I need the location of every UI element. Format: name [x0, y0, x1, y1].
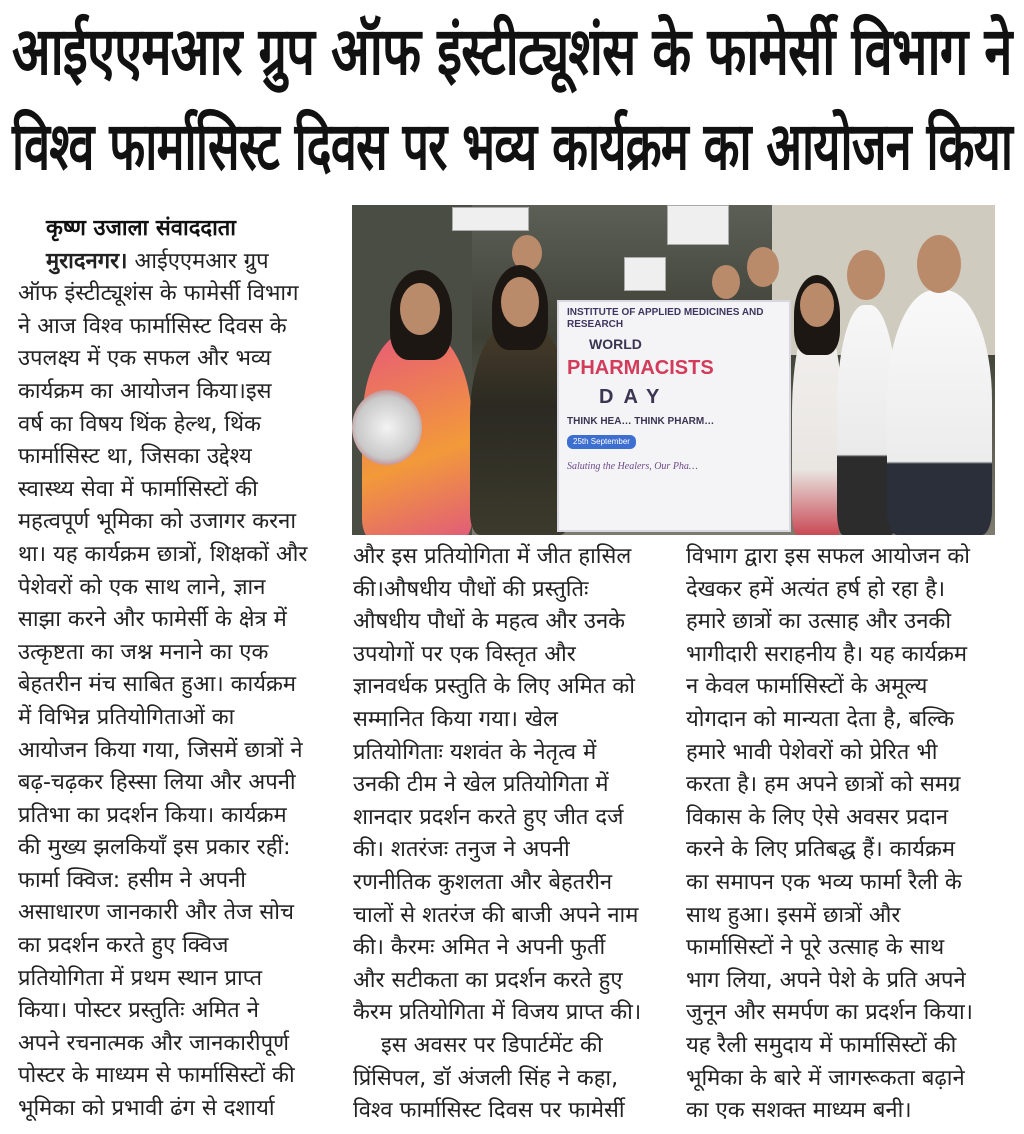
article-text-line: हमारे भावी पेशेवरों को प्रेरित भी	[686, 739, 938, 765]
article-text-line: करता है। हम अपने छात्रों को समग्र	[686, 772, 961, 798]
article-text-line: विकास के लिए ऐसे अवसर प्रदान	[686, 804, 949, 830]
banner-day: DAY	[599, 386, 670, 408]
dateline: मुरादनगर।	[46, 248, 128, 274]
banner-pharmacists: PHARMACISTS	[567, 357, 714, 379]
byline: कृष्ण उजाला संवाददाता	[46, 216, 236, 241]
article-text-line: महत्वपूर्ण भूमिका को उजागर करना	[18, 509, 297, 535]
article-text-line: आयोजन किया गया, जिसमें छात्रों ने	[18, 737, 303, 763]
article-text-line: उत्कृष्टता का जश्न मनाने का एक	[18, 639, 269, 665]
article-text-line: और सटीकता का प्रदर्शन करते हुए	[353, 967, 623, 993]
article-text-line: भूमिका को प्रभावी ढंग से दशार्या	[18, 1096, 275, 1122]
article-text-line: रणनीतिक कुशलता और बेहतरीन	[353, 869, 613, 895]
article-text-line: ने आज विश्व फार्मासिस्ट दिवस के	[18, 313, 287, 339]
headline-line-2: विश्व फार्मासिस्ट दिवस पर भव्य कार्यक्रम का आयोजन किया	[12, 108, 1013, 185]
article-text-line: इस अवसर पर डिपार्टमेंट की	[381, 1032, 603, 1058]
article-text-line: विभाग द्वारा इस सफल आयोजन को	[686, 544, 970, 569]
article-text-line: करने के लिए प्रतिबद्ध हैं। कार्यक्रम	[686, 837, 956, 863]
article-text-line: जुनून और समर्पण का प्रदर्शन किया।	[686, 1000, 973, 1026]
article-text-line: विश्व फार्मासिस्ट दिवस पर फामेर्सी	[353, 1098, 625, 1124]
person-head	[917, 235, 961, 293]
person-head	[400, 283, 440, 335]
article-text-line: का एक सशक्त माध्यम बनी।	[686, 1098, 912, 1124]
banner-slogan: Saluting the Healers, Our Pha…	[567, 461, 698, 472]
article-text-line: उपयोगों पर एक विस्तृत और	[353, 641, 576, 667]
person-head	[800, 283, 834, 327]
article-text-line: फार्मा क्विज: हसीम ने अपनी	[18, 867, 246, 893]
article-text-line: किया। पोस्टर प्रस्तुतिः अमित ने	[18, 998, 259, 1024]
article-text-line: योगदान को मान्यता देता है, बल्कि	[686, 706, 955, 732]
article-text-line: ऑफ इंस्टीट्यूशंस के फामेर्सी विभाग	[18, 281, 299, 307]
article-text-line: का समापन एक भव्य फार्मा रैली के	[686, 869, 962, 895]
article-text-line: फार्मासिस्ट था, जिसका उद्देश्य	[18, 444, 252, 470]
article-text-line: यह रैली समुदाय में फार्मासिस्टों की	[686, 1032, 957, 1058]
person-head	[501, 277, 539, 327]
article-text-line: वर्ष का विषय थिंक हेल्थ, थिंक	[18, 411, 261, 437]
article-text-line: कैरम प्रतियोगिता में विजय प्राप्त की।	[353, 1000, 642, 1026]
banner-theme: THINK HEA… THINK PHARM…	[567, 416, 715, 427]
article-text-line: प्रतिभा का प्रदर्शन किया। कार्यक्रम	[18, 802, 287, 828]
banner-date: 25th September	[567, 435, 636, 449]
article-text-line: पेशेवरों को एक साथ लाने, ज्ञान	[18, 574, 266, 600]
article-text-line: उनकी टीम ने खेल प्रतियोगिता में	[353, 772, 609, 798]
article-text-line: साझा करने और फामेर्सी के क्षेत्र में	[18, 607, 287, 633]
event-photo	[352, 205, 995, 535]
article-text-line: औषधीय पौधों के महत्व और उनके	[353, 609, 626, 635]
article-text-line: की। कैरमः अमित ने अपनी फुर्ती	[353, 935, 606, 961]
article-text-line: में विभिन्न प्रतियोगिताओं का	[18, 704, 235, 730]
person	[887, 290, 992, 535]
article-text-line: स्वास्थ्य सेवा में फार्मासिस्टों की	[18, 476, 258, 502]
flower-bouquet	[352, 390, 422, 465]
article-text-line: की।औषधीय पौधों की प्रस्तुतिः	[353, 576, 589, 602]
article-text-line: का प्रदर्शन करते हुए क्विज	[18, 933, 229, 959]
article-text-line: प्रतियोगिता में प्रथम स्थान प्राप्त	[18, 965, 263, 991]
person-head	[712, 265, 740, 299]
article-text-line: बढ़-चढ़कर हिस्सा लिया और अपनी	[18, 770, 296, 796]
article-text-line: चालों से शतरंज की बाजी अपने नाम	[353, 902, 639, 928]
article-column-1	[18, 213, 338, 1126]
article-text-line: की मुख्य झलकियाँ इस प्रकार रहीं:	[18, 835, 291, 861]
article-text-line: प्रिंसिपल, डॉ अंजली सिंह ने कहा,	[353, 1065, 619, 1091]
article-text-line: हमारे छात्रों का उत्साह और उनकी	[686, 609, 952, 635]
banner-world: WORLD	[589, 336, 642, 352]
article-text-line: साथ हुआ। इसमें छात्रों और	[686, 902, 901, 928]
article-text-line: उपलक्ष्य में एक सफल और भव्य	[18, 346, 272, 372]
article-text-line: भागीदारी सराहनीय है। यह कार्यक्रम	[686, 641, 968, 667]
article-text-line: भाग लिया, अपने पेशे के प्रति अपने	[686, 967, 966, 993]
article-text-line: कार्यक्रम का आयोजन किया।इस	[18, 378, 272, 404]
article-text-line: असाधारण जानकारी और तेज सोच	[18, 900, 294, 926]
article-text-line: देखकर हमें अत्यंत हर्ष हो रहा है।	[686, 576, 946, 602]
article-text-line: शानदार प्रदर्शन करते हुए जीत दर्ज	[353, 804, 624, 830]
placard	[624, 257, 666, 291]
person	[470, 320, 570, 535]
headline-line-1: आईएएमआर ग्रुप ऑफ इंस्टीट्यूशंस के फामेर्सी विभाग ने	[12, 13, 1012, 90]
placard	[667, 205, 729, 245]
article-text-line: और इस प्रतियोगिता में जीत हासिल	[353, 544, 632, 569]
placard	[452, 207, 529, 231]
article-text-line: की। शतरंजः तनुज ने अपनी	[353, 837, 570, 863]
world-pharmacists-day-banner	[557, 300, 791, 532]
article-text-line: फार्मासिस्टों ने पूरे उत्साह के साथ	[686, 935, 945, 961]
article-text-line	[18, 246, 338, 279]
article-text-line: प्रतियोगिताः यशवंत के नेतृत्व में	[353, 739, 597, 765]
person-head	[747, 247, 779, 287]
article-column-2	[353, 541, 668, 1128]
article-text-line: अपने रचनात्मक और जानकारीपूर्ण	[18, 1030, 290, 1056]
banner-institute-name: INSTITUTE OF APPLIED MEDICINES AND RESEARCH	[567, 307, 764, 330]
article-column-3	[686, 541, 1004, 1128]
article-text-line: न केवल फार्मासिस्टों के अमूल्य	[686, 674, 928, 700]
article-text-line: ज्ञानवर्धक प्रस्तुति के लिए अमित को	[353, 674, 635, 700]
article-text-line: बेहतरीन मंच साबित हुआ। कार्यक्रम	[18, 672, 297, 698]
article-text-line-rest: आईएएमआर ग्रुप	[127, 248, 269, 274]
article-text-line: था। यह कार्यक्रम छात्रों, शिक्षकों और	[18, 541, 308, 567]
article-text-line: सम्मानित किया गया। खेल	[353, 706, 558, 732]
person-head	[847, 250, 885, 300]
article-text-line: भूमिका के बारे में जागरूकता बढ़ाने	[686, 1065, 965, 1091]
article-text-line: पोस्टर के माध्यम से फार्मासिस्टों की	[18, 1063, 295, 1089]
